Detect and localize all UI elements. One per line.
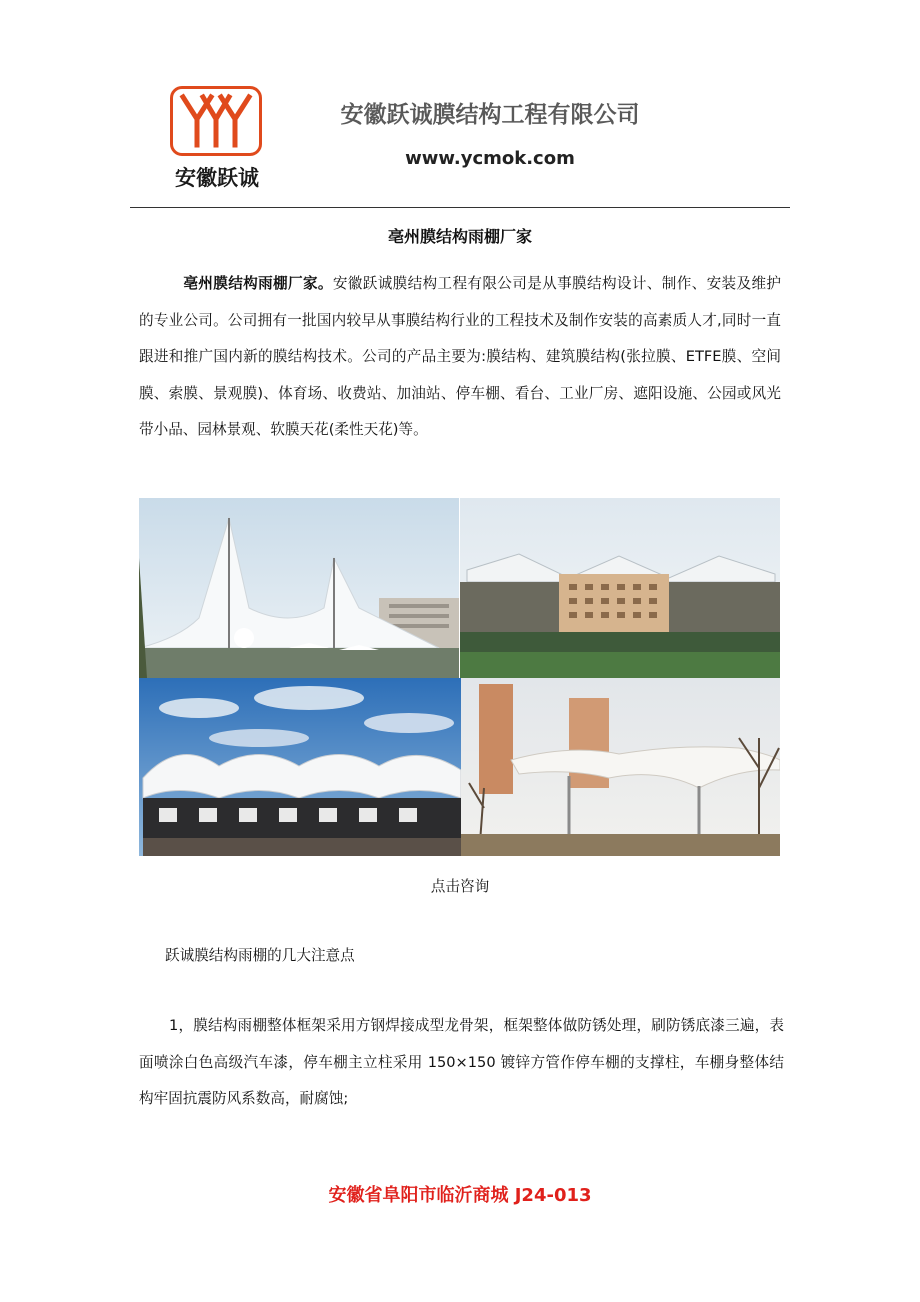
article-title: 亳州膜结构雨棚厂家 (387, 227, 532, 246)
header-divider (130, 207, 790, 208)
intro-paragraph (139, 266, 781, 449)
photo-umbrella-canopy (461, 678, 780, 856)
photo-wave-canopy (139, 678, 461, 856)
intro-body: 安徽跃诚膜结构工程有限公司是从事膜结构设计、制作、安装及维护的专业公司。公司拥有一批国内较早从事膜结构行业的工程技术及制作安装的高素质人才,同时一直跟进和推广国内新的膜结构技术。公司的产品主要为:膜结构、建筑膜结构(张拉膜、ETFE膜、空间膜、索膜、景观膜)、体育场、收费站、加油站、停车棚、看台、工业厂房、遮阳设施、公园或风光带小品、园林景观、软膜天花(柔性天花)等。 (139, 275, 781, 439)
section-heading: 跃诚膜结构雨棚的几大注意点 (165, 947, 355, 964)
footer-address: 安徽省阜阳市临沂商城 J24-013 (328, 1185, 592, 1206)
website-link[interactable]: www.ycmok.com (405, 148, 575, 169)
company-name: 安徽跃诚膜结构工程有限公司 (340, 102, 640, 128)
note-point-1 (139, 1008, 784, 1118)
logo-text: 安徽跃诚 (175, 166, 259, 190)
logo-mark (170, 86, 262, 156)
photo-collage[interactable] (139, 498, 780, 856)
image-caption-link[interactable]: 点击咨询 (430, 878, 490, 895)
photo-tensile-canopy (139, 498, 459, 678)
note-point-1-text: 1，膜结构雨棚整体框架采用方钢焊接成型龙骨架，框架整体做防锈处理，刷防锈底漆三遍，表面喷涂白色高级汽车漆，停车棚主立柱采用 150×150 镀锌方管作停车棚的支撑柱，车棚身整体结构牢固抗震防风系数高，耐腐蚀; (139, 1017, 784, 1108)
company-logo (166, 86, 268, 196)
intro-lead: 亳州膜结构雨棚厂家。 (183, 275, 333, 292)
photo-stadium-grandstand (460, 498, 780, 678)
